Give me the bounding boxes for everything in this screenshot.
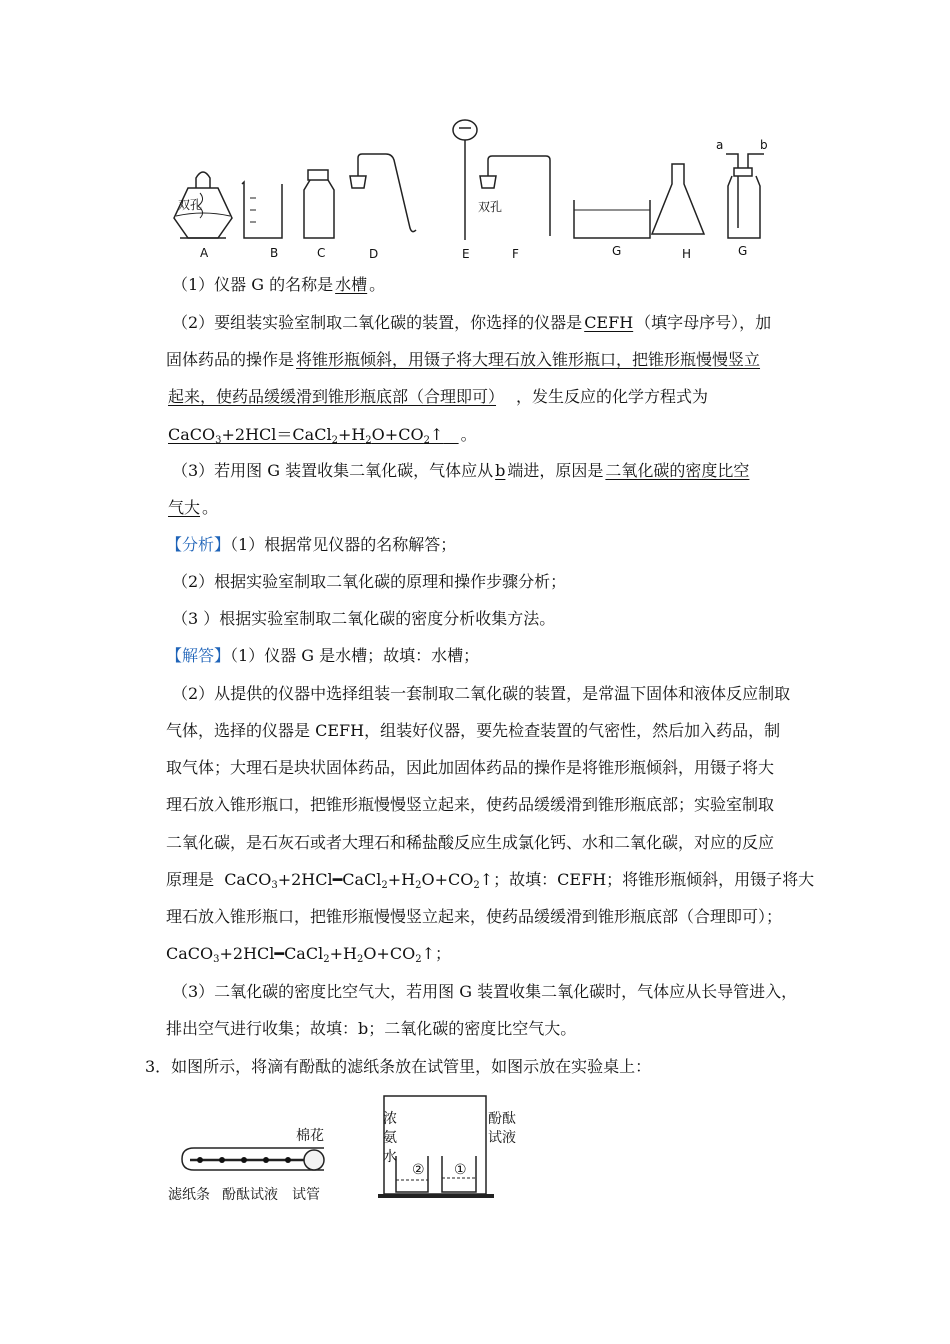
q2-answer-1: CEFH [584,313,634,332]
q3-text: （3）若用图 G 装置收集二氧化碳，气体应从 [172,461,494,480]
q3-answer-2b: 气大 [168,498,201,517]
answer-equation-1: $CaCO_3+2HCl━CaCl_2+H_2O+CO_2↑$ [224,870,494,891]
answer-eq-intro: 原理是 [166,870,215,889]
figure-port-b: b [760,138,768,152]
test-tube-figure [176,1140,336,1180]
filter-strip-label: 滤纸条 [168,1187,210,1203]
phenol-label-2a: 酚酞 [488,1111,516,1127]
beaker-mark-1: ① [454,1162,467,1178]
q3-end: 。 [202,498,219,517]
ammonia-label-1: 浓 [383,1111,397,1127]
q2-equation-answer: $CaCO_3+2HCl=CaCl_2+H_2O+CO_2↑$ [168,425,444,446]
analysis-text-1: （1）根据常见仪器的名称解答； [230,535,457,554]
figure-label-c: C [317,246,326,260]
answer-eq2-post: ； [434,944,451,963]
q1-text: （1）仪器 G 的名称是 [172,275,334,294]
answer-tag: 【解答】 [166,646,231,665]
apparatus-figure [160,118,800,268]
question-1-line [172,275,385,295]
figure-label-f: F [512,247,519,261]
q1-end: 。 [369,275,386,294]
answer-equation-2: $CaCO_3+2HCl━CaCl_2+H_2O+CO_2↑$ [166,944,435,965]
phenol-label-2b: 试液 [488,1130,516,1146]
figure-hole-label-f: 双孔 [478,200,503,214]
answer-p2-line-7: 理石放入锥形瓶口，把锥形瓶慢慢竖立起来，使药品缓缓滑到锥形瓶底部（合理即可）； [166,907,783,926]
q2-answer-2b: 起来，使药品缓缓滑到锥形瓶底部（合理即可） [168,387,497,406]
q2-text-2: （填字母序号），加 [635,313,772,332]
beaker-mark-2: ② [412,1162,425,1178]
test-tube-label: 试管 [292,1187,320,1203]
figure-port-a: a [716,138,724,152]
figure-label-a: A [200,246,209,260]
answer-p3-line-2: 排出空气进行收集；故填：b；二氧化碳的密度比空气大。 [166,1019,577,1038]
figure-label-g2: G [738,244,748,258]
answer-p2-line-3: 取气体；大理石是块状固体药品，因此加固体药品的操作是将锥形瓶倾斜，用镊子将大 [166,758,775,777]
question-3-line-1 [172,461,751,481]
question-2-line-3 [166,387,708,407]
answer-equation-line-2 [166,944,451,964]
q2-text-3: 固体药品的操作是 [166,350,295,369]
answer-equation-line-1 [166,870,814,890]
question-2-line-2 [166,350,762,370]
question-2-equation [166,425,477,445]
figure-label-d: D [369,247,379,261]
ammonia-label-2: 氨 [383,1130,397,1146]
answer-text-1: （1）仪器 G 是水槽；故填：水槽； [230,646,480,665]
analysis-tag: 【分析】 [166,535,231,554]
figure-hole-label-d: 双孔 [178,198,203,212]
ammonia-label-3: 水 [383,1149,397,1165]
answer-p2-line-1: （2）从提供的仪器中选择组装一套制取二氧化碳的装置，是常温下固体和液体反应制取 [172,684,791,703]
figure-label-g: G [612,244,622,258]
answer-line-1 [166,646,479,666]
q2-end: 。 [460,425,477,444]
question-2-line-1 [172,313,771,333]
phenolphthalein-label: 酚酞试液 [222,1187,278,1203]
q3-text-2: 端进，原因是 [507,461,604,480]
question-3-line-2 [166,498,218,518]
figure-label-b: B [270,246,279,260]
q2-answer-2: 将锥形瓶倾斜，用镊子将大理石放入锥形瓶口，把锥形瓶慢慢竖立 [296,350,761,369]
q2-text-4: ，发生反应的化学方程式为 [516,387,709,406]
analysis-line-3: （3 ）根据实验室制取二氧化碳的密度分析收集方法。 [172,609,556,628]
analysis-line-1 [166,535,456,555]
cotton-label: 棉花 [296,1128,324,1144]
q3-answer-1: b [495,461,506,480]
q3-answer-2: 二氧化碳的密度比空 [605,461,750,480]
answer-p3-line-1: （3）二氧化碳的密度比空气大，若用图 G 装置收集二氧化碳时，气体应从长导管进入， [172,982,798,1001]
q1-answer: 水槽 [335,275,368,294]
q2-text: （2）要组装实验室制取二氧化碳的装置，你选择的仪器是 [172,313,583,332]
answer-p2-line-5: 二氧化碳，是石灰石或者大理石和稀盐酸反应生成氯化钙、水和二氧化碳，对应的反应 [166,833,775,852]
answer-p2-line-2: 气体，选择的仪器是 CEFH，组装好仪器，要先检查装置的气密性，然后加入药品，制 [166,721,781,740]
figure-label-e: E [462,247,470,261]
answer-p2-line-4: 理石放入锥形瓶口，把锥形瓶慢慢竖立起来，使药品缓缓滑到锥形瓶底部；实验室制取 [166,795,775,814]
answer-eq-post: ；故填：CEFH；将锥形瓶倾斜，用镊子将大 [493,870,815,889]
analysis-line-2: （2）根据实验室制取二氧化碳的原理和操作步骤分析； [172,572,567,591]
question-3-stem: 3．如图所示，将滴有酚酞的滤纸条放在试管里，如图示放在实验桌上： [145,1057,652,1076]
figure-label-h: H [682,247,692,261]
